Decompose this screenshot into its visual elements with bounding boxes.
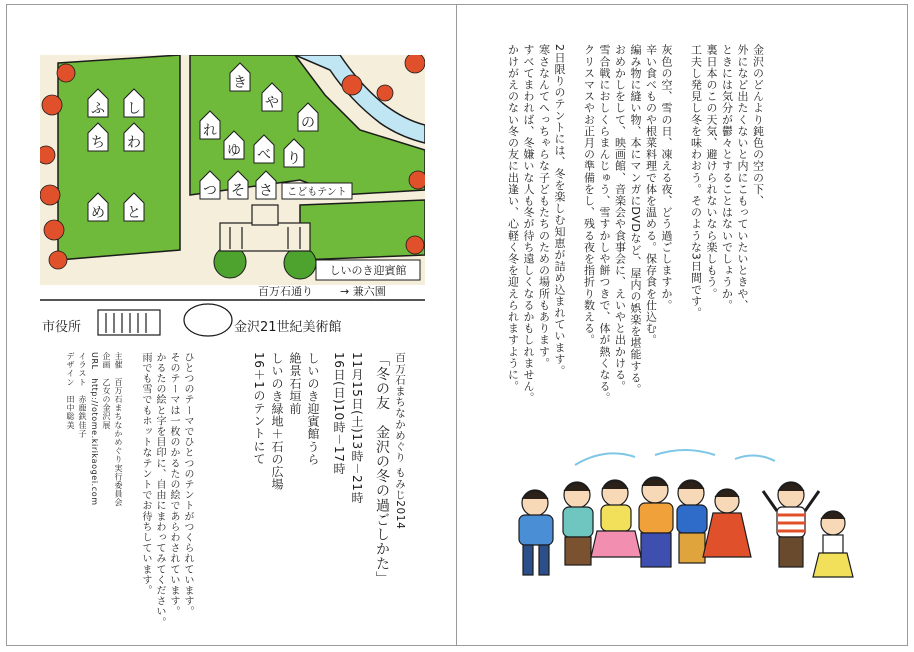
page-gutter [456, 4, 457, 646]
essay-line: おめかしをして、映画館、音楽会や食事会に、えいやと出かける。 [613, 44, 627, 392]
event-venue-2: 絶景石垣前 [288, 352, 302, 415]
essay-line: クリスマスやお正月の準備をし、残る夜を指折り数える。 [582, 44, 596, 346]
svg-text:ふ: ふ [91, 101, 105, 117]
svg-text:れ: れ [203, 123, 217, 139]
essay-line: ときには気分が鬱々とすることはないでしょうか。 [720, 44, 734, 311]
svg-text:つ: つ [203, 183, 217, 199]
city-hall-icon [98, 310, 160, 335]
event-venue-4: 16＋1のテントにて [252, 352, 266, 465]
essay [505, 44, 766, 424]
street-label: 百万石通り [258, 285, 313, 298]
event-info [250, 352, 407, 592]
event-series: 百万石まちなかめぐり もみじ2014 [394, 352, 406, 530]
essay-line: 外になど出たくないと内にこもっていたいときや、 [736, 44, 749, 311]
svg-text:め: め [91, 205, 105, 221]
essay-line: かけがえのない冬の友に出逢い、心軽く冬を迎えられますように。 [506, 44, 520, 392]
essay-line: 工夫し発見し冬を味わおう。そのような3日間です。 [689, 44, 703, 319]
essay-line: 金沢のどんより鈍色の空の下、 [751, 44, 765, 207]
svg-text:そ: そ [231, 183, 245, 199]
event-description [138, 352, 194, 628]
credit-line: URL http://otome.kirikaogei.com [90, 352, 99, 506]
essay-line: 雪合戦におしくらまんじゅう、雪すかしや餅つきで、体が熱くなる。 [598, 44, 611, 404]
svg-text:り: り [287, 151, 301, 167]
description-line: そのテーマは一枚のかるたの絵であらわされています。 [168, 352, 179, 617]
svg-text:ゆ: ゆ [227, 143, 241, 159]
essay-line: 灰色の空、雪の日、凍える夜、どう過ごしますか。 [660, 44, 673, 311]
svg-text:べ: べ [257, 147, 271, 163]
essay-line: 寒さなんてへっちゃらな子どもたちのための場所もあります。 [537, 44, 551, 369]
venue-map [40, 55, 425, 345]
credits [64, 352, 124, 552]
svg-text:し: し [127, 101, 141, 117]
guesthouse-label: しいのき迎賓館 [329, 264, 407, 277]
children-illustration [505, 445, 865, 595]
credit-line: デザイン 田中聡美 [66, 352, 75, 430]
credit-line: 企画 乙女の金沢展 [102, 352, 111, 430]
city-hall-label: 市役所 [42, 320, 82, 335]
event-title: 「冬の友 金沢の冬の過ごしかた」 [374, 352, 390, 586]
museum-icon [184, 304, 232, 336]
svg-text:ち: ち [91, 135, 105, 151]
essay-line: 2日限りのテントには、冬を楽しむ知恵が詰め込まれています。 [553, 44, 566, 377]
svg-text:さ: さ [259, 183, 273, 199]
credit-line: 主催 百万石まちなかめぐり実行委員会 [114, 352, 123, 507]
event-venue-1: しいのき迎賓館うら [306, 352, 320, 466]
description-line: ひとつのテーマでひとつのテントがつくられています。 [182, 352, 193, 617]
kids-group [519, 477, 853, 577]
svg-text:き: き [233, 75, 247, 91]
description-line: 雨でも雪でもホットなテントでお待ちしています。 [140, 352, 151, 596]
svg-text:の: の [301, 115, 315, 131]
event-date-2: 16日(日)10時－17時 [332, 352, 346, 475]
lawn-west [58, 55, 180, 260]
credit-line: イラスト 赤鹿鉄佳子 [78, 352, 87, 438]
essay-line: 編み物に縫い物、本にマンガにDVDなど、屋内の娯楽を堪能する。 [629, 44, 642, 395]
lawn-southeast [300, 200, 425, 260]
motion-lines [575, 450, 775, 465]
kids-tent-label: こどもテント [287, 187, 347, 198]
kenrokuen-label: → 兼六園 [340, 285, 386, 298]
svg-text:と: と [127, 205, 141, 221]
essay-gap [567, 44, 581, 424]
museum-label: 金沢21世紀美術館 [234, 320, 342, 335]
description-line: かるたの絵と字を目印に、自由にまわってみてください。 [154, 352, 165, 628]
svg-text:や: や [265, 95, 279, 111]
essay-line: 裏日本のこの天気、避けられないなら楽しもう。 [705, 44, 718, 300]
essay-line: すべてまわれば、冬嫌いな人も冬が待ち遠しくなるかもしれません。 [522, 44, 535, 404]
svg-text:わ: わ [127, 135, 141, 151]
essay-line: 辛い食べものや根菜料理で体を温める。保存食を仕込む。 [644, 44, 658, 346]
event-venue-3: しいのき緑地＋石の広場 [270, 352, 284, 491]
event-date-1: 11月15日(土)13時－21時 [350, 352, 364, 505]
essay-gap [674, 44, 688, 424]
